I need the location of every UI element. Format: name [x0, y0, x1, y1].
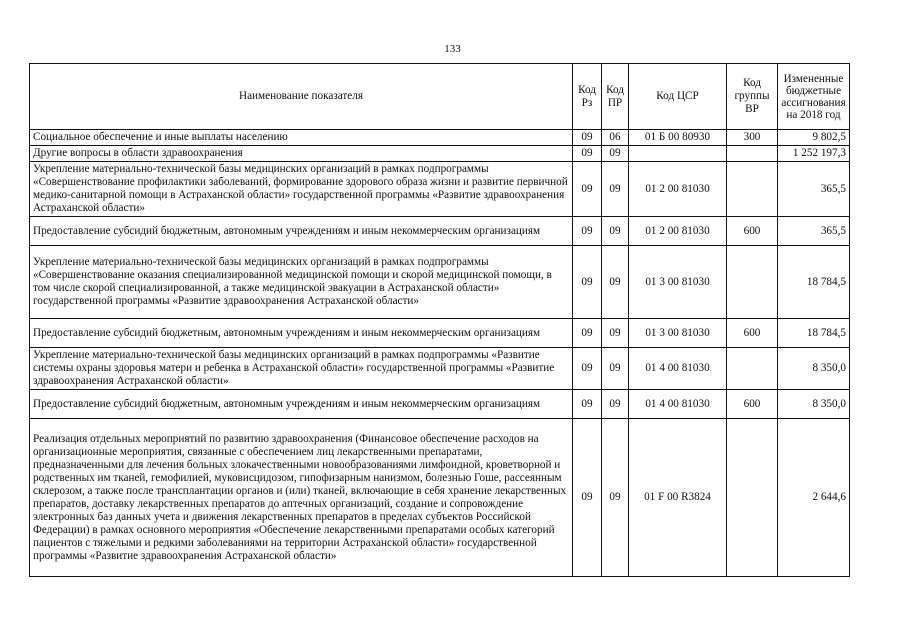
row-pr-cell: 09	[602, 246, 629, 319]
header-name: Наименование показателя	[30, 64, 573, 130]
row-pr-cell: 09	[602, 419, 629, 577]
row-vr-cell	[727, 419, 778, 577]
table-row	[30, 246, 850, 319]
row-csr-cell: 01 Б 00 80930	[629, 130, 727, 146]
row-name-cell: Укрепление материально-технической базы медицинских организаций в рамках подпрограммы «Развитие системы охраны здоровья матери и ребенка в Астраханской области» государственной программы «Развитие здравоохранения Астраханской области»	[30, 348, 573, 390]
row-vr-cell: 600	[727, 217, 778, 246]
row-vr-cell	[727, 146, 778, 162]
row-csr-cell: 01 2 00 81030	[629, 162, 727, 217]
row-amount-cell: 1 252 197,3	[778, 146, 850, 162]
row-vr-cell	[727, 348, 778, 390]
row-amount-cell: 8 350,0	[778, 390, 850, 419]
row-amount-cell: 18 784,5	[778, 246, 850, 319]
header-csr: Код ЦСР	[629, 64, 727, 130]
row-name-cell: Предоставление субсидий бюджетным, автономным учреждениям и иным некоммерческим организациям	[30, 217, 573, 246]
row-csr-cell	[629, 146, 727, 162]
row-name-cell: Социальное обеспечение и иные выплаты населению	[30, 130, 573, 146]
table-row	[30, 217, 850, 246]
row-amount-cell: 365,5	[778, 217, 850, 246]
row-pr-cell: 09	[602, 146, 629, 162]
row-rz-cell: 09	[573, 319, 602, 348]
row-amount-cell: 8 350,0	[778, 348, 850, 390]
page-number: 133	[444, 43, 461, 55]
row-csr-cell: 01 4 00 81030	[629, 390, 727, 419]
row-rz-cell: 09	[573, 162, 602, 217]
row-vr-cell	[727, 246, 778, 319]
row-csr-cell: 01 3 00 81030	[629, 246, 727, 319]
table-row	[30, 390, 850, 419]
row-vr-cell	[727, 162, 778, 217]
header-amount: Измененные бюджетные ассигнования на 2018 год	[778, 64, 850, 130]
row-rz-cell: 09	[573, 390, 602, 419]
row-pr-cell: 06	[602, 130, 629, 146]
row-vr-cell: 600	[727, 390, 778, 419]
row-name-cell: Другие вопросы в области здравоохранения	[30, 146, 573, 162]
row-csr-cell: 01 4 00 81030	[629, 348, 727, 390]
row-rz-cell: 09	[573, 348, 602, 390]
header-row	[30, 64, 850, 130]
row-csr-cell: 01 2 00 81030	[629, 217, 727, 246]
table-row	[30, 146, 850, 162]
row-rz-cell: 09	[573, 419, 602, 577]
table-row	[30, 348, 850, 390]
row-amount-cell: 365,5	[778, 162, 850, 217]
row-amount-cell: 9 802,5	[778, 130, 850, 146]
row-rz-cell: 09	[573, 130, 602, 146]
row-rz-cell: 09	[573, 246, 602, 319]
row-vr-cell: 300	[727, 130, 778, 146]
row-vr-cell: 600	[727, 319, 778, 348]
table-row	[30, 319, 850, 348]
row-name-cell: Реализация отдельных мероприятий по развитию здравоохранения (Финансовое обеспечение расходов на организационные мероприятия, связанные с обеспечением лиц лекарственными препаратами, предназначенными для лечения больных злокачественными новообразованиями лимфоидной, кроветворной и родственных им тканей, гемофилией, муковисцидозом, гипофизарным нанизмом, болезнью Гоше, рассеянным склерозом, а также после трансплантации органов и (или) тканей, включающие в себя хранение лекарственных препаратов, доставку лекарственных препаратов до аптечных организаций, создание и сопровождение электронных баз данных учета и движения лекарственных препаратов в пределах субъектов Российской Федерации) в рамках основного мероприятия «Обеспечение лекарственными препаратами особых категорий пациентов с тяжелыми и редкими заболеваниями на территории Астраханской области» государственной программы «Развитие здравоохранения Астраханской области»	[30, 419, 573, 577]
row-pr-cell: 09	[602, 217, 629, 246]
header-vr: Код группы ВР	[727, 64, 778, 130]
header-rz: Код Рз	[573, 64, 602, 130]
row-pr-cell: 09	[602, 348, 629, 390]
table-row	[30, 130, 850, 146]
row-amount-cell: 2 644,6	[778, 419, 850, 577]
row-pr-cell: 09	[602, 162, 629, 217]
row-name-cell: Укрепление материально-технической базы медицинских организаций в рамках подпрограммы «Совершенствование профилактики заболеваний, формирование здорового образа жизни и развитие первичной медико-санитарной помощи в Астраханской области» государственной программы «Развитие здравоохранения Астраханской области»	[30, 162, 573, 217]
row-name-cell: Предоставление субсидий бюджетным, автономным учреждениям и иным некоммерческим организациям	[30, 390, 573, 419]
header-pr: Код ПР	[602, 64, 629, 130]
table-row	[30, 419, 850, 577]
table-row	[30, 162, 850, 217]
row-rz-cell: 09	[573, 217, 602, 246]
row-amount-cell: 18 784,5	[778, 319, 850, 348]
row-rz-cell: 09	[573, 146, 602, 162]
row-csr-cell: 01 F 00 R3824	[629, 419, 727, 577]
row-pr-cell: 09	[602, 319, 629, 348]
row-name-cell: Укрепление материально-технической базы медицинских организаций в рамках подпрограммы «Совершенствование оказания специализированной медицинской помощи и скорой медицинской помощи, в том числе скорой специализированной, а также медицинской эвакуации в Астраханской области» государственной программы «Развитие здравоохранения Астраханской области»	[30, 246, 573, 319]
budget-table	[29, 63, 850, 577]
row-name-cell: Предоставление субсидий бюджетным, автономным учреждениям и иным некоммерческим организациям	[30, 319, 573, 348]
row-pr-cell: 09	[602, 390, 629, 419]
row-csr-cell: 01 3 00 81030	[629, 319, 727, 348]
